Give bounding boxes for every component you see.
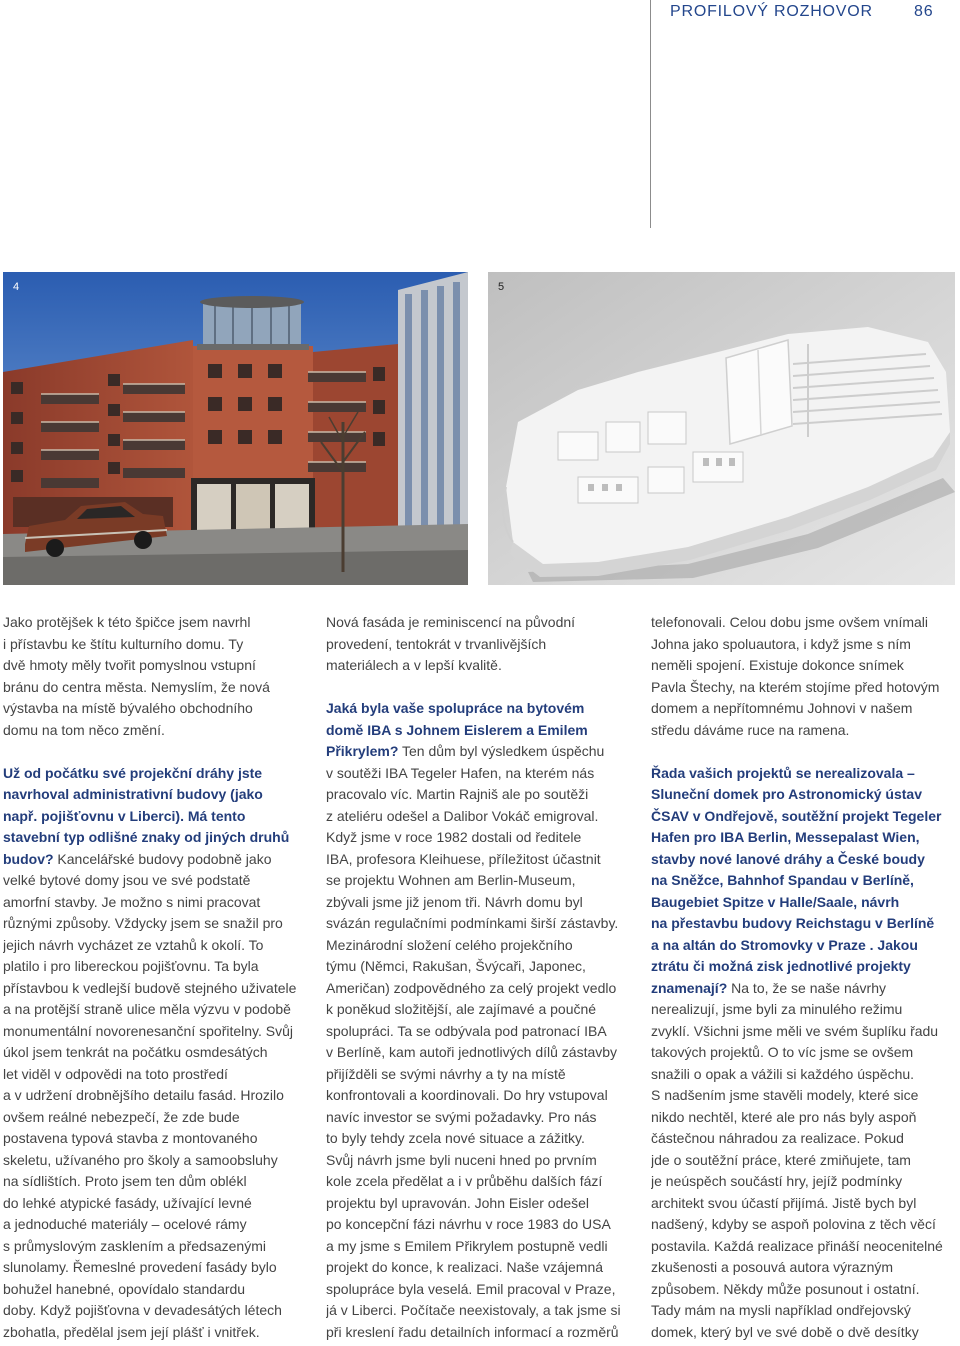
text-line: a na protější straně ulice měla výzvu v podobě <box>3 1001 291 1017</box>
text-line: jejich návrh vycházet ze vztahů k okolí. To <box>3 936 264 953</box>
text-line: Jako protějšek k této špičce jsem navrhl <box>3 614 251 630</box>
text-line: neměli spojení. Existuje dokonce snímek <box>651 657 904 673</box>
text-line: materiálech a v lepší kvalitě. <box>326 657 502 673</box>
paragraph <box>3 612 309 741</box>
paragraph <box>651 612 956 741</box>
text-line: je neúspěch součástí hry, jejíž podmínky <box>651 1173 903 1189</box>
question-text: Řada vašich projektů se nerealizovala – <box>651 764 915 781</box>
text-line: Johna jako spoluautora, i když jsme s ním <box>651 635 911 652</box>
text-line: Američan) zodpovědného za celý projekt vedlo <box>326 979 617 996</box>
text-line: snažili o opak a vážili si každého úspěchu. <box>651 1065 915 1082</box>
question-text: budov? <box>3 850 54 867</box>
paragraph <box>326 698 638 1343</box>
text-column-1 <box>3 612 309 1343</box>
question-text: Jaká byla vaše spolupráce na bytovém <box>326 700 585 716</box>
text-line: i přístavbu ke štítu kulturního domu. Ty <box>3 635 244 652</box>
text-line: Tady mám na mysli například ondřejovský <box>651 1302 911 1318</box>
page-number: 86 <box>914 3 934 20</box>
text-line: postavila. Každá realizace přináší neocenitelné <box>651 1237 943 1254</box>
question-text: a na altán do Stromovky v Praze . Jakou <box>651 936 918 953</box>
text-line: Mezinárodní složení celého projekčního <box>326 936 573 953</box>
text-line: zkušenosti a posouvá autora výrazným <box>651 1259 894 1275</box>
text-line: velké bytové domy jsou ve své podstatě <box>3 872 251 888</box>
photo-model <box>488 272 955 585</box>
question-text: Přikrylem? <box>326 743 399 759</box>
answer-text: Kancelářské budovy podobně jako <box>53 850 272 867</box>
answer-text: Na to, že se naše návrhy <box>727 979 887 996</box>
text-line <box>651 956 956 978</box>
text-line: let viděl v odpovědi na toto prostředí <box>3 1065 228 1082</box>
text-line: navíc investor se svými požadavky. Pro nás <box>326 1108 597 1125</box>
text-line <box>651 763 956 785</box>
building-photo-illustration <box>3 272 468 585</box>
text-line <box>326 698 638 720</box>
text-line: Svůj návrh jsme byli nuceni hned po prvním <box>326 1151 597 1168</box>
text-line <box>651 806 956 828</box>
text-line: provedení, tentokrát v trvanlivějších <box>326 635 547 652</box>
text-line: se projektu Wohnen am Berlin-Museum, <box>326 872 576 888</box>
text-line <box>651 827 956 849</box>
question-text: stavební typ odlišné znaky od jiných druhů <box>3 829 290 845</box>
text-line: nikdo nechtěl, které ale pro nás byly aspoň <box>651 1108 917 1125</box>
text-line <box>3 827 309 849</box>
text-line: spolupráce byla veselá. Emil pracoval v Praze, <box>326 1280 616 1297</box>
text-line: doby. Když pojišťovna v devadesátých létech <box>3 1302 282 1318</box>
section-title: PROFILOVÝ ROZHOVOR <box>670 3 873 20</box>
text-line <box>651 784 956 806</box>
text-line: takových projektů. O to víc jsme se ovšem <box>651 1044 914 1060</box>
text-line: konfrontovali a koordinovali. Do hry vstupoval <box>326 1087 608 1103</box>
question-text: Baugebiet Spitze v Halle/Saale, návrh <box>651 893 900 910</box>
text-line: S nadšením jsme stavěli modely, které sice <box>651 1087 919 1103</box>
text-line: skeletu, užívaného pro školy a samoobsluhy <box>3 1151 278 1168</box>
answer-text: Ten dům byl výsledkem úspěchu <box>398 743 605 759</box>
text-line: a my jsme s Emilem Přikrylem postupně vedli <box>326 1237 608 1254</box>
text-line: zbohatla, předělal jsem její plášť i vnitřek. <box>3 1323 260 1340</box>
text-line <box>651 935 956 957</box>
text-line <box>651 913 956 935</box>
header-divider <box>650 0 651 228</box>
text-line <box>3 849 309 871</box>
text-line: dvě hmoty měly tvořit pomyslnou vstupní <box>3 657 256 673</box>
question-text: stavby nové lanové dráhy a České boudy <box>651 850 925 867</box>
text-line: způsobem. Někdy může posunout i ostatní. <box>651 1280 920 1297</box>
text-line: přijížděli se svými návrhy a ty na místě <box>326 1065 566 1082</box>
text-line: v Berlíně, kam autoři jednotlivých dílů zástavby <box>326 1044 618 1060</box>
text-column-2 <box>326 612 638 1343</box>
text-line: pracovalo víc. Martin Rajniš ale po soutěži <box>326 786 589 802</box>
text-line <box>3 784 309 806</box>
text-line: slunolamy. Řemeslné provedení fasády bylo <box>3 1259 277 1275</box>
text-line: já v Liberci. Počítače neexistovaly, a tak jsme si <box>326 1302 621 1318</box>
model-photo-illustration <box>488 272 955 585</box>
question-text: ČSAV v Ondřejově, soutěžní projekt Tegeler <box>651 807 942 824</box>
text-line: projektu byl upravován. John Eisler odešel <box>326 1194 590 1211</box>
text-line: spolupráci. Ta se odbývala pod patronací IBA <box>326 1022 607 1039</box>
text-column-3 <box>651 612 956 1343</box>
figure-number: 4 <box>13 281 20 293</box>
text-line: do lehké atypické fasády, užívající levné <box>3 1194 252 1211</box>
text-line: to byly tehdy zcela nové situace a zážitky. <box>326 1130 585 1146</box>
text-line: a v udržení drobnějšího detailu fasád. Hrozilo <box>3 1087 284 1103</box>
text-line: Nová fasáda je reminiscencí na původní <box>326 614 576 630</box>
figure-number: 5 <box>498 281 505 293</box>
text-line: postavena typová stavba z montovaného <box>3 1130 258 1146</box>
text-line <box>651 849 956 871</box>
question-text: Hafen pro IBA Berlin, Messepalast Wien, <box>651 829 920 845</box>
text-line: různými způsoby. Vždycky jsem se snažil pro <box>3 915 283 931</box>
text-line: telefonovali. Celou dobu jsme ovšem vnímali <box>651 614 929 630</box>
paragraph <box>326 612 638 677</box>
text-line: částečnou náhradou za realizace. Pokud <box>651 1130 904 1146</box>
text-line: výstavba na místě bývalého obchodního <box>3 700 253 716</box>
text-line: nerealizují, jsme byli za minulého režimu <box>651 1001 903 1017</box>
text-line: v soutěži IBA Tegeler Hafen, na kterém nás <box>326 764 595 781</box>
text-line: svázán regulačními podmínkami širší zástavby. <box>326 915 619 931</box>
question-text: znamenají? <box>651 979 728 996</box>
paragraph <box>651 763 956 1344</box>
text-line: amorfní stavby. Je možno s nimi pracovat <box>3 893 261 910</box>
text-line: domek, který byl ve své době o dvě desítky <box>651 1323 919 1340</box>
text-line: s průmyslovým zasklením a předsazenými <box>3 1237 266 1254</box>
text-line <box>651 892 956 914</box>
text-line: při kreslení řadu detailních informací a rozměrů <box>326 1323 619 1340</box>
paragraph <box>3 763 309 1344</box>
text-line: týmu (Němci, Rakušan, Švýcaři, Japonec, <box>326 958 586 974</box>
text-line: středu dáváme ruce na ramena. <box>651 721 850 738</box>
text-line: monumentální novorenesanční spořitelny. Svůj <box>3 1022 294 1039</box>
text-line <box>3 763 309 785</box>
text-line: Pavla Štechy, na kterém stojíme před hotovým <box>651 678 940 695</box>
question-text: Sluneční domek pro Astronomický ústav <box>651 786 922 802</box>
text-line: IBA, profesora Kleihuese, příležitost účastnit <box>326 850 601 867</box>
text-line: z ateliéru odešel a Dalibor Vokáč emigroval. <box>326 807 599 824</box>
text-line: kole zcela předělat a i v průběhu dalších fází <box>326 1173 603 1189</box>
text-line: bránu do centra města. Nemyslím, že nová <box>3 678 270 695</box>
text-line: architekt svou účastí přijímá. Jistě bych byl <box>651 1194 917 1211</box>
question-text: navrhoval administrativní budovy (jako <box>3 786 263 802</box>
question-text: ztrátu či možná zisk jednotlivé projekty <box>651 958 911 974</box>
text-line: projekt do konce, k realizaci. Naše vzájemná <box>326 1259 604 1275</box>
question-text: na Sněžce, Bahnhof Spandau v Berlíně, <box>651 872 914 888</box>
text-line: zvyklí. Všichni jsme měli ve svém šuplíku řadu <box>651 1022 939 1039</box>
text-line <box>326 741 638 763</box>
text-line: přístavbou k vedlejší budově stejného uživatele <box>3 979 297 996</box>
text-line: ovšem reálné nebezpečí, že zde bude <box>3 1108 240 1125</box>
text-line: k poněkud složitější, ale zajímavé a poučné <box>326 1001 597 1017</box>
text-line: úkol jsem tenkrát na počátku osmdesátých <box>3 1044 268 1060</box>
photo-building <box>3 272 468 585</box>
text-line: zbývali jsme již jenom tři. Návrh domu byl <box>326 893 583 910</box>
text-line: platilo i pro libereckou pojišťovnu. Ta byla <box>3 958 259 974</box>
text-line <box>326 720 638 742</box>
text-line: domem a nepřítomnému Johnovi v našem <box>651 700 913 716</box>
text-line: bohužel hanebné, opovídalo standardu <box>3 1280 246 1297</box>
question-text: domě IBA s Johnem Eislerem a Emilem <box>326 721 588 738</box>
question-text: např. pojišťovnu v Liberci). Má tento <box>3 807 246 824</box>
text-line: po koncepční fázi návrhu v roce 1983 do USA <box>326 1216 611 1232</box>
text-line <box>651 978 956 1000</box>
question-text: Už od počátku své projekční dráhy jste <box>3 764 263 781</box>
text-line: domu na tom něco změní. <box>3 721 165 738</box>
text-line: jde o soutěžní práce, které zmiňujete, tam <box>651 1151 911 1168</box>
text-line: Když jsme v roce 1982 dostali od ředitele <box>326 829 582 845</box>
text-line: a jednoduché materiály – ocelové rámy <box>3 1216 247 1232</box>
text-line <box>3 806 309 828</box>
question-text: na přestavbu budovy Reichstagu v Berlíně <box>651 915 935 931</box>
text-line: nadšený, kdyby se aspoň polovina z těch věcí <box>651 1216 936 1232</box>
text-line <box>651 870 956 892</box>
text-line: na sídlištích. Proto jsem ten dům oblékl <box>3 1173 247 1189</box>
